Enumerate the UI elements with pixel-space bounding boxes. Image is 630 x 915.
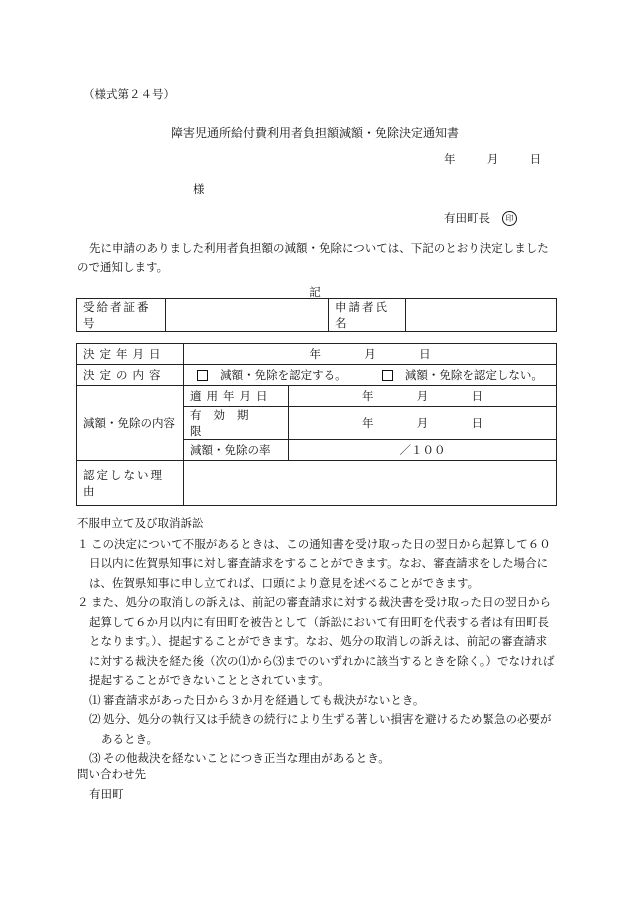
- date-year: 年: [444, 152, 456, 166]
- ki-heading: 記: [309, 285, 321, 299]
- appeal-sub-3: ⑶ その他裁決を経ないことにつき正当な理由があるとき。: [89, 751, 390, 765]
- reason-label: 認定しない理由: [77, 461, 184, 506]
- contact-heading: 問い合わせ先: [77, 767, 146, 781]
- notice-date: [444, 151, 541, 167]
- reject-checkbox[interactable]: [382, 370, 393, 381]
- issuer-name: 有田町長: [444, 211, 490, 225]
- applicant-table: [76, 298, 557, 332]
- reduction-content-label: 減額・免除の内容: [77, 386, 184, 461]
- approve-option: 減額・免除を認定する。: [220, 368, 347, 382]
- date-day: 日: [529, 152, 542, 166]
- addressee-suffix: 様: [193, 182, 205, 196]
- appeal-item-1: １ この決定について不服があるときは、この通知書を受け取った日の翌日から起算して６０日以内に佐賀県知事に対し審査請求をすることができます。なお、審査請求をした場合には、佐賀県知事に申し立てれば、口頭により意見を述べることができます。: [77, 536, 551, 590]
- recipient-cert-label: 受給者証番号: [77, 299, 166, 332]
- decision-date-value: [184, 344, 557, 365]
- reason-value: [184, 461, 557, 506]
- valid-period-month: 月: [416, 416, 429, 430]
- apply-date-value: [289, 386, 557, 407]
- appeal-sub-2: ⑵ 処分、処分の執行又は手続きの続行により生ずる著しい損害を避けるため緊急の必要があるとき。: [89, 712, 552, 746]
- appeal-heading: 不服申立て及び取消訴訟: [77, 516, 204, 530]
- decision-content-label: 決定の内容: [77, 365, 184, 386]
- seal-mark: 印: [502, 211, 517, 226]
- decision-date-day: 日: [419, 347, 431, 361]
- decision-date-label: 決定年月日: [77, 344, 184, 365]
- rate-label: 減額・免除の率: [184, 440, 289, 461]
- intro-paragraph: 先に申請のありました利用者負担額の減額・免除については、下記のとおり決定しましたので通知します。: [77, 241, 549, 274]
- appeal-item-2: ２ また、処分の取消しの訴えは、前記の審査請求に対する裁決書を受け取った日の翌日から起算して６か月以内に有田町を被告として（訴訟において有田町を代表する者は有田町長となります。）、提起することができます。なお、処分の取消しの訴えは、前記の審査請求に対する裁決を経た後（次の⑴から⑶までのいずれかに該当するときを除く。）でなければ提起することができないこととされています。: [77, 595, 555, 687]
- decision-date-year: 年: [309, 347, 321, 361]
- decision-table: [76, 343, 557, 506]
- form-number: （様式第２４号）: [83, 87, 175, 101]
- apply-date-year: 年: [361, 389, 374, 403]
- apply-date-month: 月: [416, 389, 429, 403]
- document-title: 障害児通所給付費利用者負担額減額・免除決定通知書: [170, 126, 459, 140]
- rate-value: ／１００: [289, 440, 557, 461]
- contact-name: 有田町: [89, 786, 124, 801]
- valid-period-value: [289, 407, 557, 440]
- valid-period-day: 日: [471, 416, 484, 430]
- issuer: [444, 210, 517, 226]
- decision-date-month: 月: [364, 347, 376, 361]
- date-month: 月: [486, 152, 499, 166]
- apply-date-label: 適用年月日: [184, 386, 289, 407]
- apply-date-day: 日: [471, 389, 484, 403]
- decision-content-value: [184, 365, 557, 386]
- approve-checkbox[interactable]: [197, 370, 208, 381]
- recipient-cert-value: [166, 299, 329, 332]
- valid-period-label: 有効期限: [184, 407, 289, 440]
- reject-option: 減額・免除を認定しない。: [404, 368, 543, 382]
- contact-block: [77, 765, 146, 804]
- valid-period-year: 年: [361, 416, 374, 430]
- applicant-label: 申請者氏名: [329, 299, 406, 332]
- appeal-notes: [77, 514, 557, 769]
- appeal-sub-1: ⑴ 審査請求があった日から３か月を経過しても裁決がないとき。: [89, 692, 425, 707]
- applicant-value: [406, 299, 557, 332]
